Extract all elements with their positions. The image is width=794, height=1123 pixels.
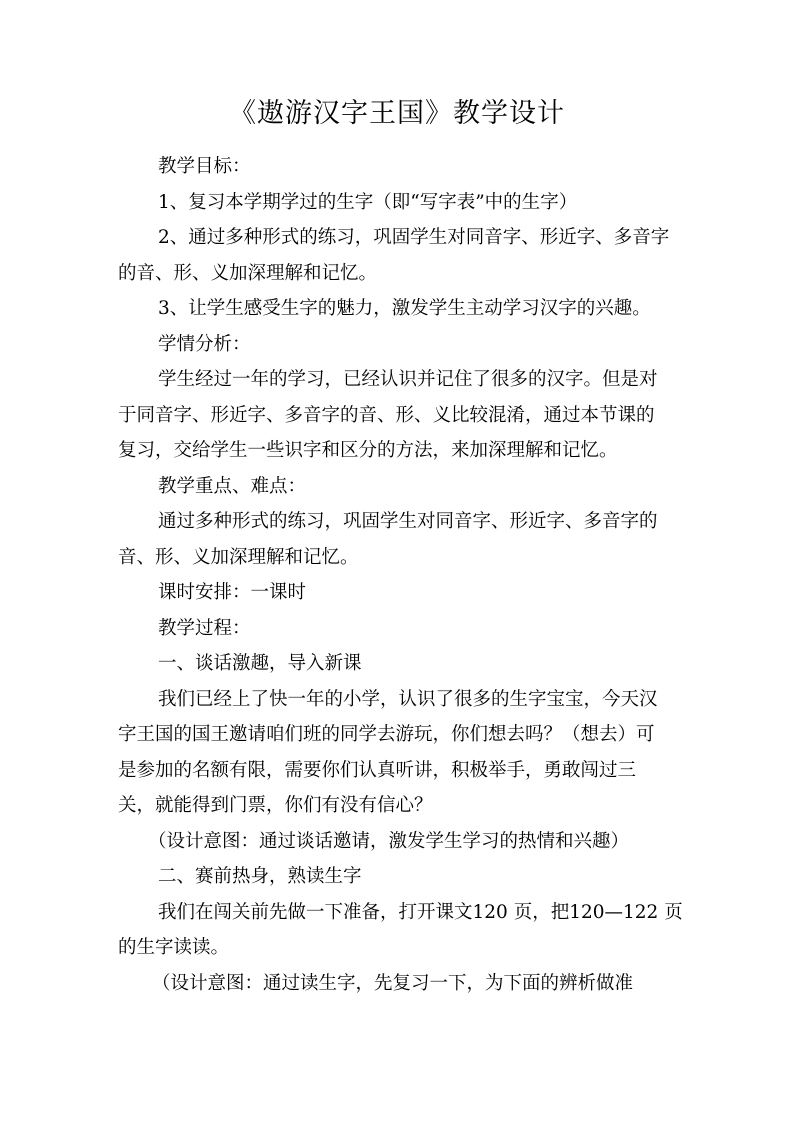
- section-heading-1: 一、谈话激趣，导入新课: [158, 653, 362, 674]
- paragraph-line: 2、通过多种形式的练习，巩固学生对同音字、形近字、多音字: [158, 227, 670, 248]
- heading-teaching-goals: 教学目标：: [158, 156, 251, 177]
- paragraph-line: 3、让学生感受生字的魅力，激发学生主动学习汉字的兴趣。: [158, 298, 651, 319]
- paragraph-line: 学生经过一年的学习，已经认识并记住了很多的汉字。但是对: [158, 369, 658, 390]
- paragraph-line: 于同音字、形近字、多音字的音、形、义比较混淆，通过本节课的: [118, 404, 655, 426]
- design-intent-note: （设计意图：通过读生字，先复习一下，为下面的辨析做准: [152, 972, 634, 994]
- document-body: [118, 149, 683, 1001]
- paragraph-line: 字王国的国王邀请咱们班的同学去游玩，你们想去吗？（想去）可: [118, 724, 655, 745]
- paragraph-line: 音、形、义加深理解和记忆。: [118, 546, 359, 568]
- paragraph-line: 的音、形、义加深理解和记忆。: [118, 262, 378, 284]
- heading-key-points: 教学重点、难点：: [158, 475, 307, 497]
- paragraph-line: 通过多种形式的练习，巩固学生对同音字、形近字、多音字的: [158, 511, 658, 532]
- paragraph-line: 的生字读读。: [118, 937, 230, 958]
- paragraph-line: 是参加的名额有限，需要你们认真听讲，积极举手，勇敢闯过三: [118, 759, 637, 781]
- paragraph-line: 我们已经上了快一年的小学，认识了很多的生字宝宝，今天汉: [158, 688, 658, 710]
- paragraph-line: 复习，交给学生一些识字和区分的方法，来加深理解和记忆。: [118, 440, 618, 461]
- document-title: 《遨游汉字王国》教学设计: [229, 98, 565, 129]
- paragraph-line: 关，就能得到门票，你们有没有信心？: [118, 795, 433, 816]
- section-heading-2: 二、赛前热身，熟读生字: [158, 866, 362, 887]
- heading-student-analysis: 学情分析：: [158, 333, 251, 355]
- heading-schedule: 课时安排：一课时: [158, 582, 307, 603]
- heading-teaching-process: 教学过程：: [158, 617, 251, 639]
- paragraph-line: 1、复习本学期学过的生字（即“写字表”中的生字）: [158, 191, 578, 213]
- paragraph-line: 我们在闯关前先做一下准备，打开课文120 页，把120—122 页: [158, 901, 683, 923]
- design-intent-note: （设计意图：通过谈话邀请，激发学生学习的热情和兴趣）: [148, 830, 630, 852]
